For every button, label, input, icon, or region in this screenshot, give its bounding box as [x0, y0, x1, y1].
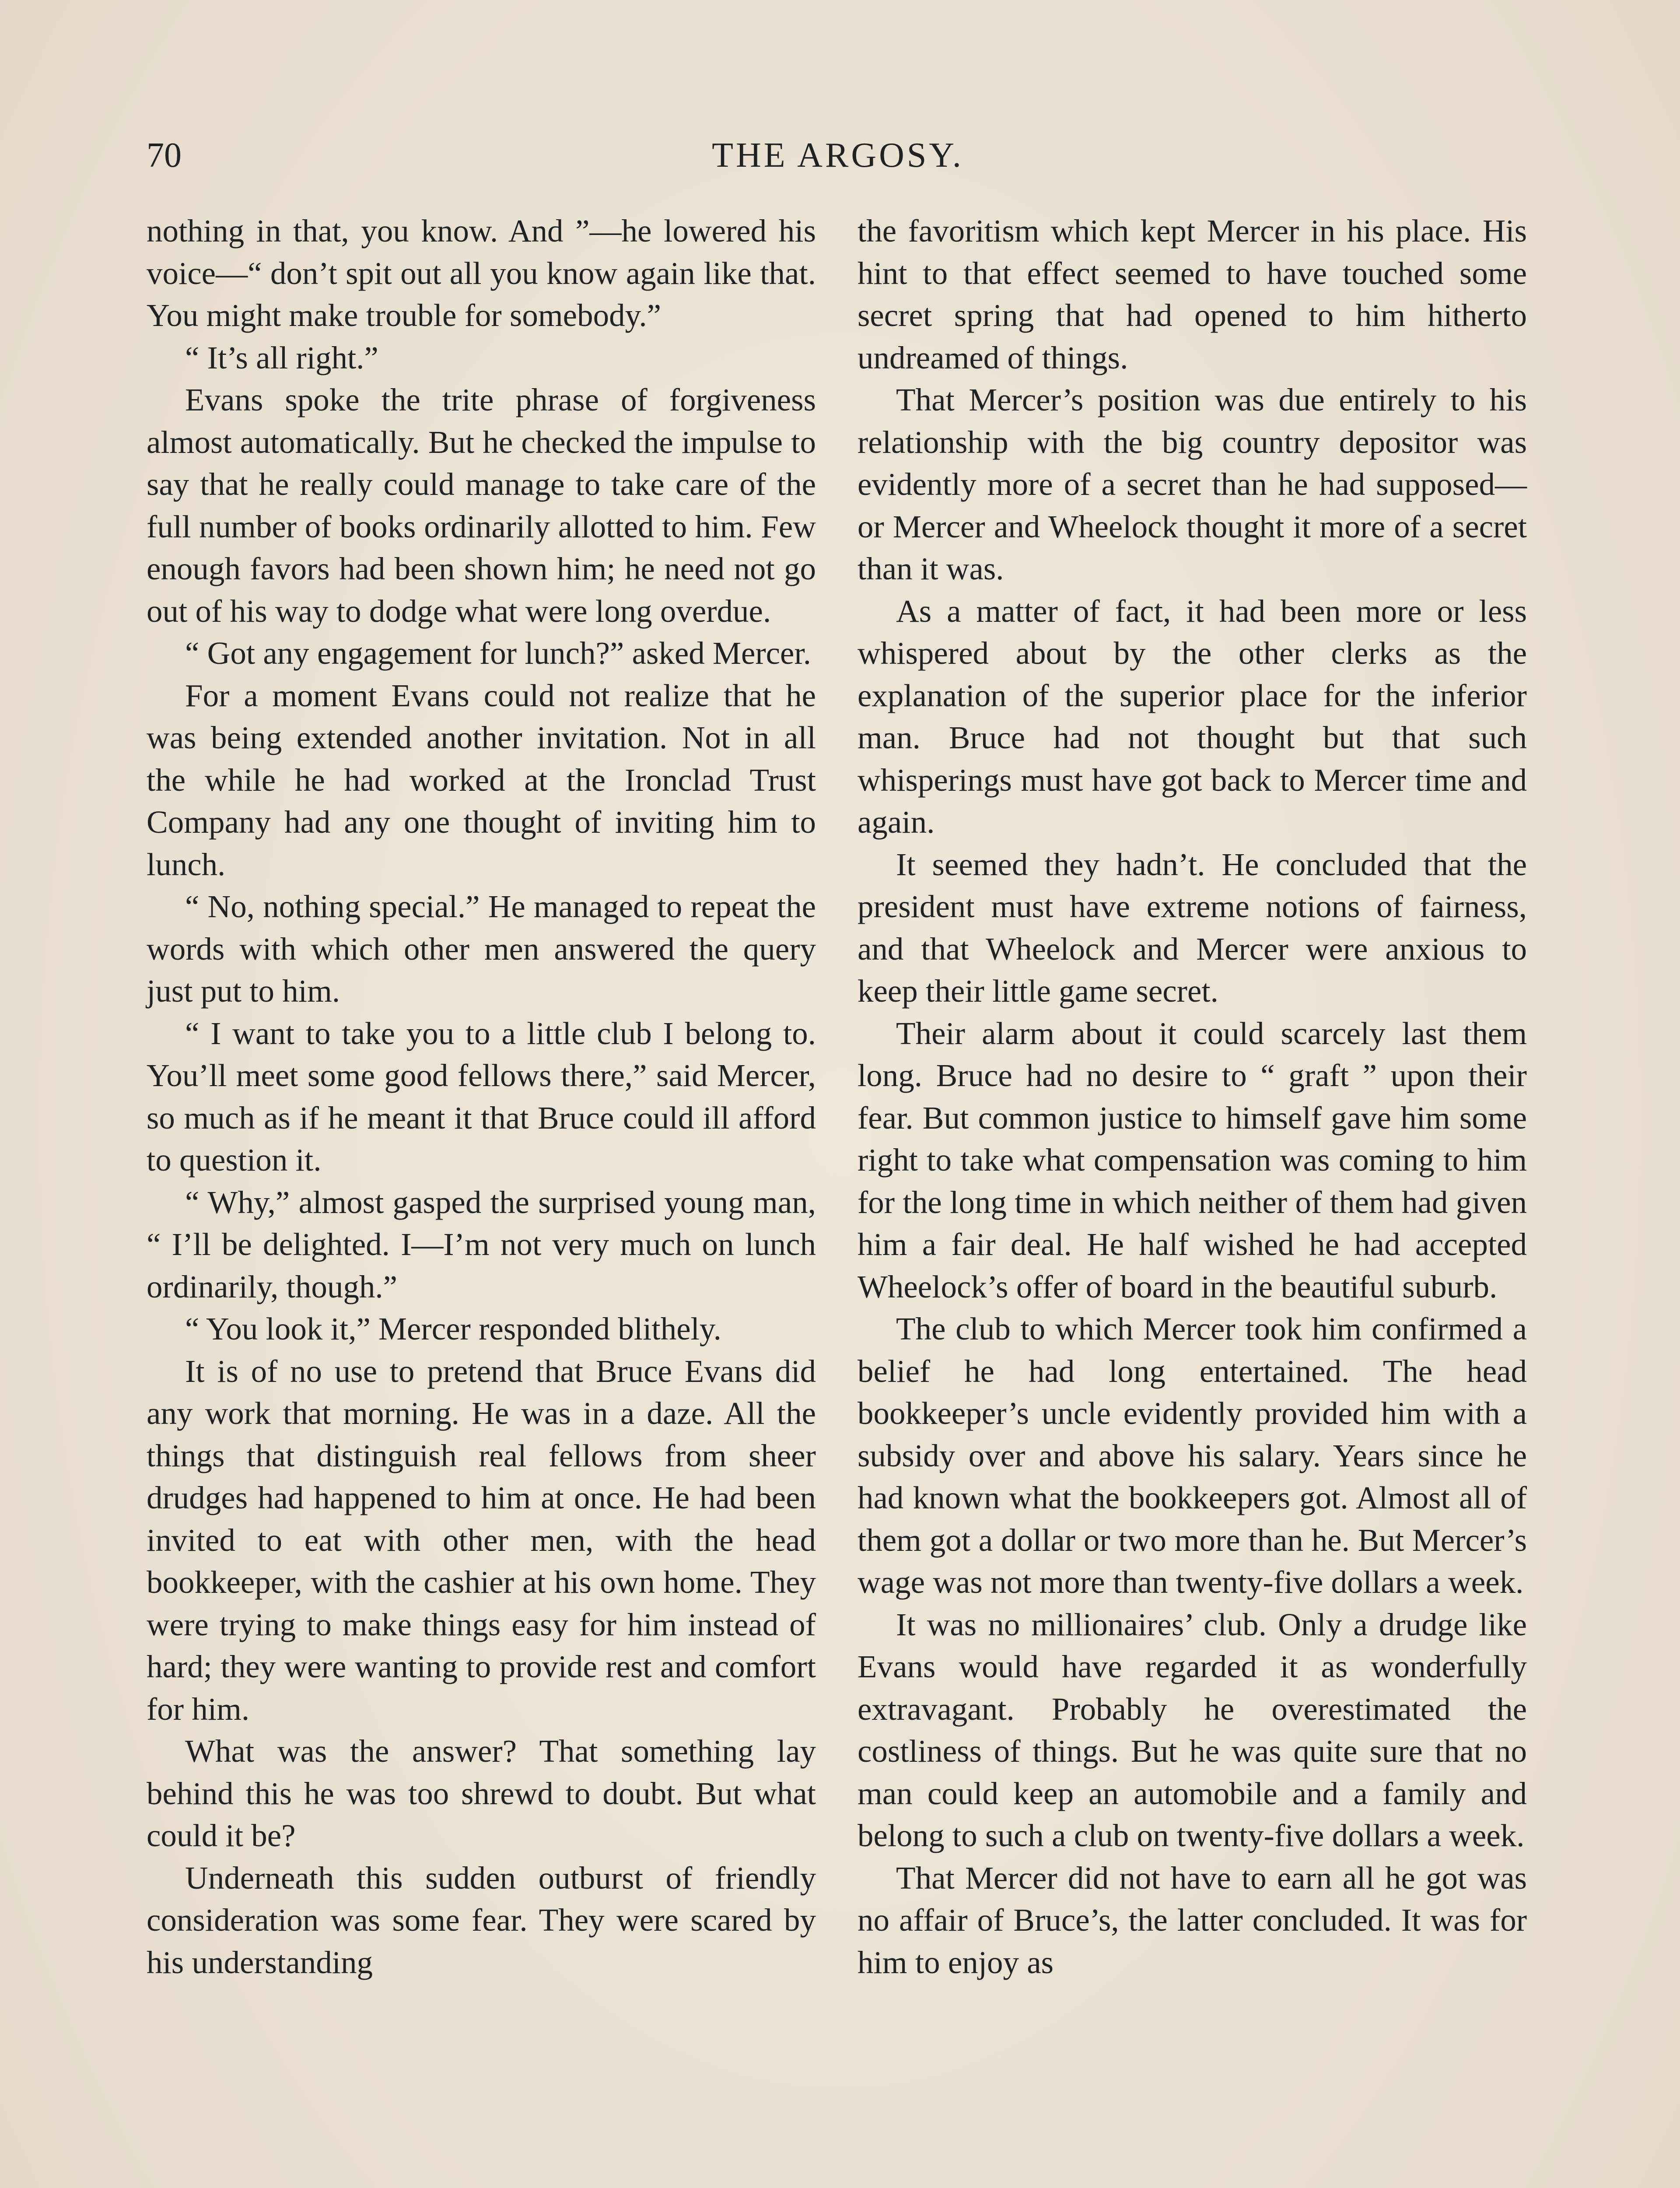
running-title: THE ARGOSY. — [712, 136, 964, 175]
paragraph: “ You look it,” Mercer responded blithely. — [185, 1311, 721, 1346]
paragraph: “ It’s all right.” — [185, 340, 378, 375]
paragraph: the favoritism which kept Mercer in his place. His hint to that effect seemed to have touched some secret spring that had opened to him hitherto undreamed of things. — [858, 213, 1527, 375]
paragraph: That Mercer did not have to earn all he got was no affair of Bruce’s, the latter concluded. It was for him to enjoy as — [858, 1860, 1527, 1980]
paragraph: “ Why,” almost gasped the surprised young man, “ I’ll be delighted. I—I’m not very much on lunch ordinarily, though.” — [147, 1184, 816, 1304]
paragraph: “ Got any engagement for lunch?” asked Mercer. — [185, 635, 811, 671]
right-column — [858, 210, 1527, 1984]
paragraph: Evans spoke the trite phrase of forgiveness almost automatically. But he checked the impulse to say that he really could manage to take care of the full number of books ordinarily allotted to him. Few enough favors had been shown him; he need not go out of his way to dodge what were long overdue. — [147, 382, 816, 629]
paragraph: nothing in that, you know. And ”—he lowered his voice—“ don’t spit out all you know again like that. You might make trouble for somebody.” — [147, 213, 816, 333]
paragraph: Their alarm about it could scarcely last them long. Bruce had no desire to “ graft ” upon their fear. But common justice to himself gave him some right to take what compensation was coming to him for the long time in which neither of them had given him a fair deal. He half wished he had accepted Wheelock’s offer of board in the beautiful suburb. — [858, 1015, 1527, 1304]
paragraph: The club to which Mercer took him confirmed a belief he had long entertained. The head bookkeeper’s uncle evidently provided him with a subsidy over and above his salary. Years since he had known what the bookkeepers got. Almost all of them got a dollar or two more than he. But Mercer’s wage was not more than twenty-five dollars a week. — [858, 1311, 1527, 1600]
paragraph: “ No, nothing special.” He managed to repeat the words with which other men answered the query just put to him. — [147, 889, 816, 1009]
paragraph: Underneath this sudden outburst of friendly consideration was some fear. They were scared by his understanding — [147, 1860, 816, 1980]
paragraph: “ I want to take you to a little club I belong to. You’ll meet some good fellows there,” said Mercer, so much as if he meant it that Bruce could ill afford to question it. — [147, 1015, 816, 1178]
paragraph: For a moment Evans could not realize that he was being extended another invitation. Not in all the while he had worked at the Ironclad Trust Company had any one thought of inviting him to lunch. — [147, 677, 816, 882]
paragraph: That Mercer’s position was due entirely to his relationship with the big country depositor was evidently more of a secret than he had supposed—or Mercer and Wheelock thought it more of a secret than it was. — [858, 382, 1527, 586]
running-header — [147, 127, 1529, 184]
paragraph: It seemed they hadn’t. He concluded that the president must have extreme notions of fairness, and that Wheelock and Mercer were anxious to keep their little game secret. — [858, 846, 1527, 1009]
page-number: 70 — [147, 136, 182, 175]
paragraph: What was the answer? That something lay behind this he was too shrewd to doubt. But what could it be? — [147, 1733, 816, 1853]
paragraph: It is of no use to pretend that Bruce Evans did any work that morning. He was in a daze. All the things that distinguish real fellows from sheer drudges had happened to him at once. He had been invited to eat with other men, with the head bookkeeper, with the cashier at his own home. They were trying to make things easy for him instead of hard; they were wanting to provide rest and comfort for him. — [147, 1353, 816, 1727]
paragraph: As a matter of fact, it had been more or less whispered about by the other clerks as the explanation of the superior place for the inferior man. Bruce had not thought but that such whisperings must have got back to Mercer time and again. — [858, 593, 1527, 840]
paragraph: It was no millionaires’ club. Only a drudge like Evans would have regarded it as wonderfully extravagant. Probably he overestimated the costliness of things. But he was quite sure that no man could keep an automobile and a family and belong to such a club on twenty-five dollars a week. — [858, 1606, 1527, 1853]
left-column — [147, 210, 816, 1984]
